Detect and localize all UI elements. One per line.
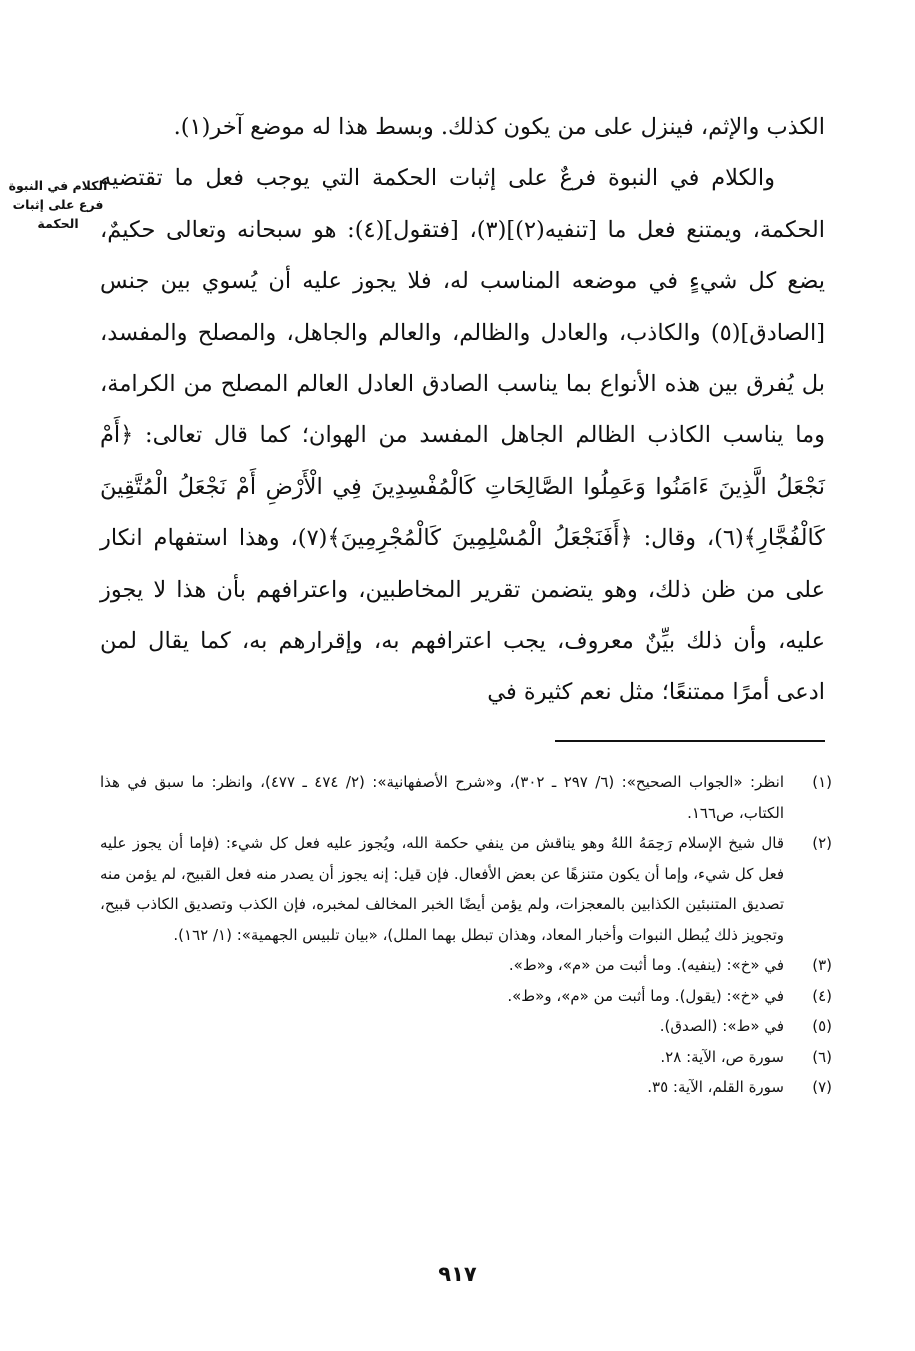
footnote-text: قال شيخ الإسلام رَحِمَهُ اللهُ وهو يناقش من ينفي حكمة الله، ويُجوز عليه فعل كل شيء: (فإما أن يجوز عليه فعل كل شيء، وإما أن يكون متنزهًا عن بعض الأفعال. فإن قيل: إنه يجوز أن يصدر منه فعل القبيح، لم يؤمن منه تصديق المتنبئين الكذابين بالمعجزات، ولم يؤمن أيضًا الخبر المخالف لمخبره، فإن الكذب وتصديق الكاذب قبيح، وتجويز ذلك يُبطل النبوات وأخبار المعاد، وهذان تبطل بهما الملل)، «بيان تلبيس الجهمية»: (١/ ١٦٢). (100, 834, 784, 944)
margin-note: الكلام في النبوة فرع على إثبات الحكمة (8, 178, 108, 231)
page-number: ٩١٧ (438, 1262, 477, 1286)
footnote-number: (٢) (812, 834, 832, 852)
footnote-divider (555, 740, 825, 742)
main-text (100, 102, 825, 719)
footnote-number: (٧) (812, 1078, 832, 1096)
footnote-number: (٥) (812, 1017, 832, 1035)
footnote-text: في «خ»: (ينفيه). وما أثبت من «م»، و«ط». (508, 956, 784, 974)
footnote-4 (100, 981, 832, 1012)
paragraph-2: والكلام في النبوة فرعٌ على إثبات الحكمة التي يوجب فعل ما تقتضيه الحكمة، ويمتنع فعل ما [تنفيه(٢)](٣)، [فتقول](٤): هو سبحانه وتعالى حكيمٌ، يضع كل شيءٍ في موضعه المناسب له، فلا يجوز عليه أن يُسوي بين جنس [الصادق](٥) والكاذب، والعادل والظالم، والعالم والجاهل، والمصلح والمفسد، بل يُفرق بين هذه الأنواع بما يناسب الصادق العادل العالم المصلح من الكرامة، وما يناسب الكاذب الظالم الجاهل المفسد من الهوان؛ كما قال تعالى: ﴿أَمْ نَجْعَلُ الَّذِينَ ءَامَنُوا وَعَمِلُوا الصَّالِحَاتِ كَالْمُفْسِدِينَ فِي الْأَرْضِ أَمْ نَجْعَلُ الْمُتَّقِينَ كَالْفُجَّارِ﴾(٦)، وقال: ﴿أَفَنَجْعَلُ الْمُسْلِمِينَ كَالْمُجْرِمِينَ﴾(٧)، وهذا استفهام انكار على من ظن ذلك، وهو يتضمن تقرير المخاطبين، واعترافهم بأن هذا لا يجوز عليه، وأن ذلك بيِّنٌ معروف، يجب اعترافهم به، وإقرارهم به، كما يقال لمن ادعى أمرًا ممتنعًا؛ مثل نعم كثيرة في (100, 165, 826, 706)
footnote-number: (٤) (812, 986, 832, 1005)
footnote-1 (100, 767, 832, 828)
footnote-number: (٦) (812, 1047, 832, 1066)
footnote-3 (100, 950, 832, 981)
footnote-text: في «خ»: (يقول). وما أثبت من «م»، و«ط». (507, 986, 784, 1005)
footnote-text: سورة ص، الآية: ٢٨. (660, 1047, 784, 1066)
footnote-text: في «ط»: (الصدق). (659, 1017, 784, 1035)
footnote-5 (100, 1011, 832, 1042)
footnote-number: (١) (812, 773, 832, 791)
footnote-number: (٣) (812, 956, 832, 974)
footnote-text: انظر: «الجواب الصحيح»: (٦/ ٢٩٧ ـ ٣٠٢)، و«شرح الأصفهانية»: (٢/ ٤٧٤ ـ ٤٧٧)، وانظر: ما سبق في هذا الكتاب، ص١٦٦. (100, 773, 785, 822)
footnote-6 (100, 1042, 832, 1073)
footnote-7 (100, 1072, 832, 1103)
footnote-text: سورة القلم، الآية: ٣٥. (647, 1078, 784, 1096)
paragraph-1: الكذب والإثم، فينزل على من يكون كذلك. وبسط هذا له موضع آخر(١). (173, 114, 825, 140)
footnote-2 (100, 828, 832, 950)
footnotes (100, 767, 832, 1103)
